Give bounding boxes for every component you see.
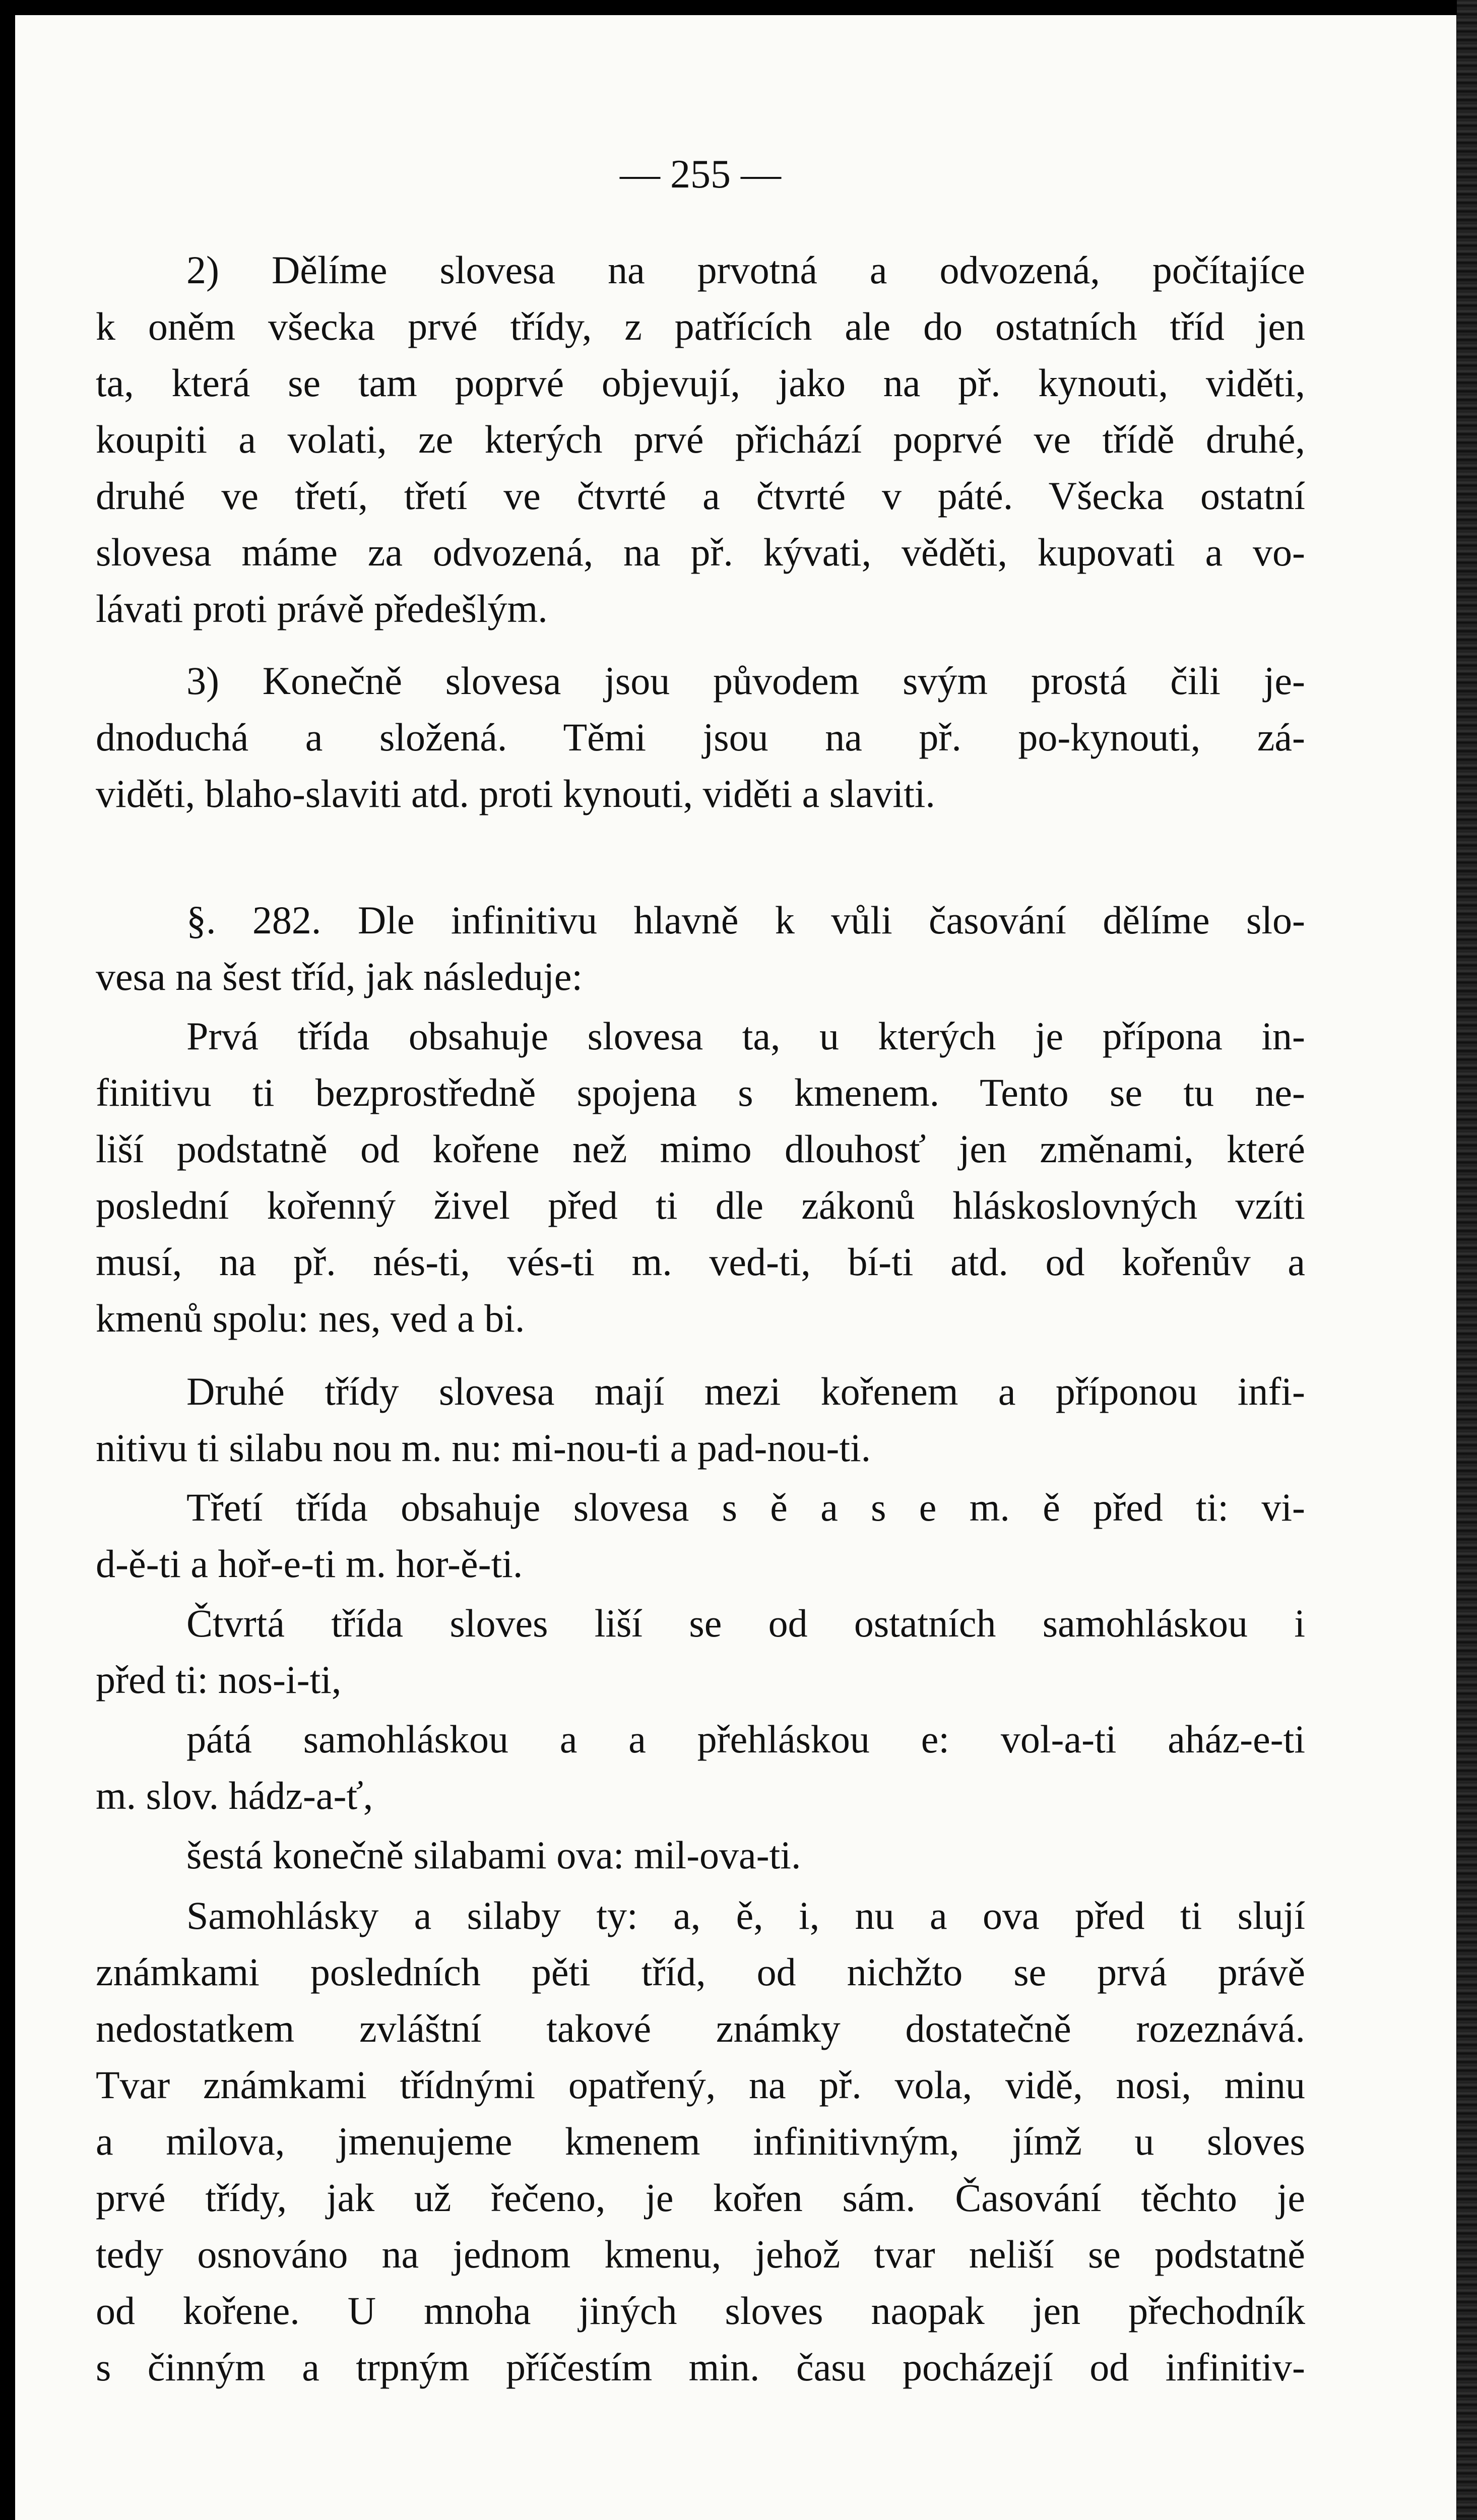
text-line: liší podstatně od kořene než mimo dlouhosť jen změnami, které <box>96 1127 1305 1171</box>
text-line: prvé třídy, jak už řečeno, je kořen sám. Časování těchto je <box>96 2176 1305 2220</box>
text-line: musí, na př. nés-ti, vés-ti m. ved-ti, bí-ti atd. od kořenův a <box>96 1240 1305 1284</box>
paragraph-fifth-class <box>96 1711 1305 1824</box>
text-line: kmenů spolu: nes, ved a bi. <box>96 1296 525 1340</box>
text-line: od kořene. U mnoha jiných sloves naopak jen přechodník <box>96 2289 1305 2333</box>
book-edge <box>1457 0 1477 2520</box>
paragraph-third-class <box>96 1479 1305 1592</box>
text-line: Čtvrtá třída sloves liší se od ostatních samohláskou i <box>186 1601 1305 1645</box>
text-line: 2) Dělíme slovesa na prvotná a odvozená, počítajíce <box>186 248 1305 292</box>
paragraph-fourth-class <box>96 1595 1305 1708</box>
text-line: finitivu ti bezprostředně spojena s kmenem. Tento se tu ne- <box>96 1070 1305 1114</box>
text-line: ta, která se tam poprvé objevují, jako na př. kynouti, viděti, <box>96 361 1305 405</box>
text-line: poslední kořenný živel před ti dle zákonů hláskoslovných vzíti <box>96 1183 1305 1227</box>
text-line: pátá samohláskou a a přehláskou e: vol-a-ti aház-e-ti <box>186 1717 1305 1761</box>
text-line: d-ě-ti a hoř-e-ti m. hor-ě-ti. <box>96 1542 523 1586</box>
text-line: Prvá třída obsahuje slovesa ta, u kterých je přípona in- <box>186 1014 1305 1058</box>
paragraph-first-class <box>96 1008 1305 1347</box>
text-line: dnoduchá a složená. Těmi jsou na př. po-kynouti, zá- <box>96 715 1305 759</box>
text-line: Tvar známkami třídnými opatřený, na př. vola, vidě, nosi, minu <box>96 2063 1305 2107</box>
text-line: Samohlásky a silaby ty: a, ě, i, nu a ova před ti slují <box>186 1894 1305 1937</box>
text-line: s činným a trpným příčestím min. času pocházejí od infinitiv- <box>96 2345 1305 2389</box>
text-line: nitivu ti silabu nou m. nu: mi-nou-ti a pad-nou-ti. <box>96 1426 871 1470</box>
text-line: lávati proti právě předešlým. <box>96 587 548 631</box>
text-line: tedy osnováno na jednom kmenu, jehož tvar neliší se podstatně <box>96 2232 1305 2276</box>
text-line: před ti: nos-i-ti, <box>96 1658 342 1702</box>
paragraph-second-class <box>96 1363 1305 1476</box>
page-number: — 255 — <box>620 152 781 197</box>
text-line: slovesa máme za odvozená, na př. kývati, věděti, kupovati a vo- <box>96 530 1305 574</box>
text-line: vesa na šest tříd, jak následuje: <box>96 955 583 998</box>
paragraph-vowels <box>96 1887 1305 2396</box>
text-line: šestá konečně silabami ova: mil-ova-ti. <box>186 1833 801 1877</box>
text-line: nedostatkem zvláštní takové známky dostatečně rozeznává. <box>96 2006 1305 2050</box>
text-line: a milova, jmenujeme kmenem infinitivným, jímž u sloves <box>96 2119 1305 2163</box>
section-282 <box>96 892 1305 1005</box>
text-line: k oněm všecka prvé třídy, z patřících ale do ostatních tříd jen <box>96 304 1305 348</box>
text-line: viděti, blaho-slaviti atd. proti kynouti, viděti a slaviti. <box>96 772 935 815</box>
paragraph-3 <box>96 653 1305 822</box>
text-line: Druhé třídy slovesa mají mezi kořenem a příponou infi- <box>186 1369 1305 1413</box>
text-line: §. 282. Dle infinitivu hlavně k vůli časování dělíme slo- <box>186 898 1305 942</box>
paragraph-2 <box>96 242 1305 637</box>
text-line: známkami posledních pěti tříd, od nichžto se prvá právě <box>96 1950 1305 1994</box>
paragraph-sixth-class <box>96 1827 1305 1883</box>
text-line: 3) Konečně slovesa jsou původem svým prostá čili je- <box>186 659 1305 703</box>
text-line: druhé ve třetí, třetí ve čtvrté a čtvrté v páté. Všecka ostatní <box>96 474 1305 518</box>
text-line: koupiti a volati, ze kterých prvé přichází poprvé ve třídě druhé, <box>96 417 1305 461</box>
text-line: Třetí třída obsahuje slovesa s ě a s e m. ě před ti: vi- <box>186 1485 1305 1529</box>
text-line: m. slov. hádz-a-ť, <box>96 1774 373 1817</box>
